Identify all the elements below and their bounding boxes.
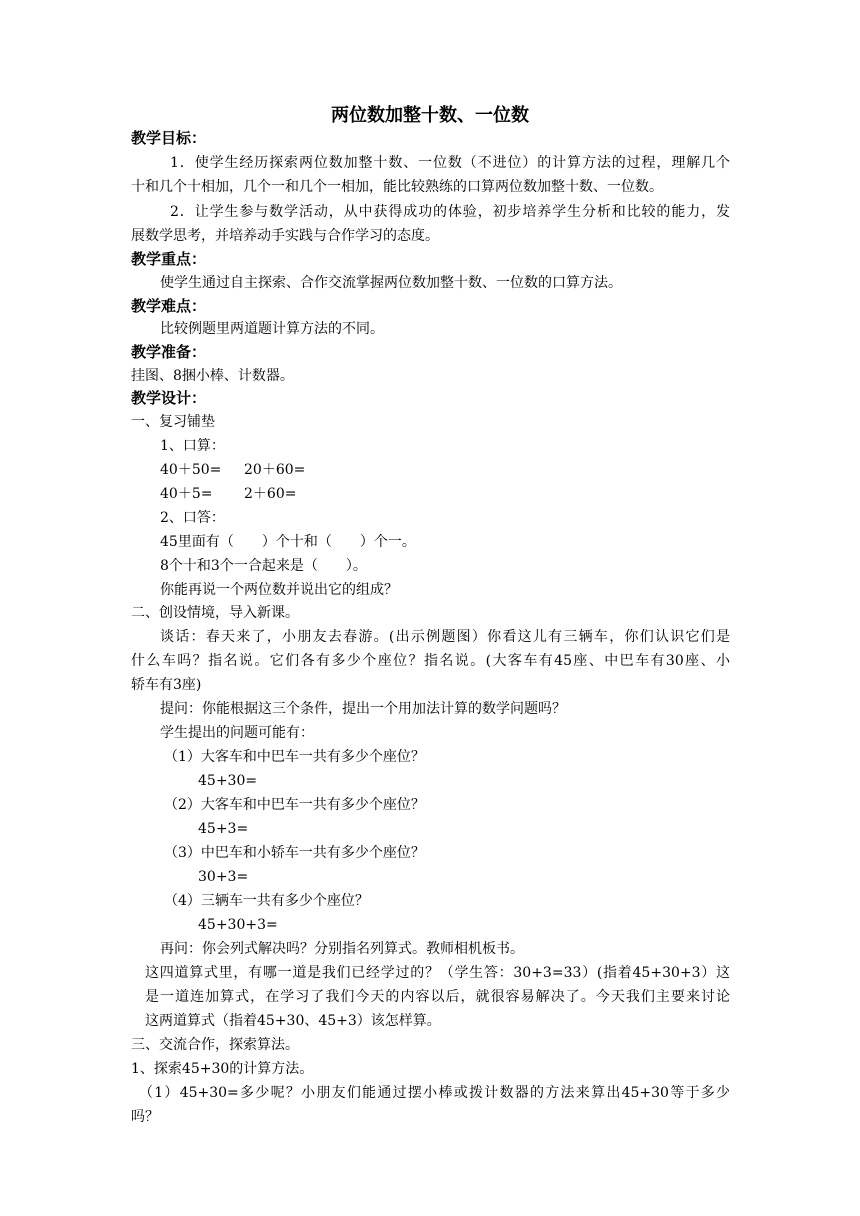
heading-teaching-goals: 教学目标：	[131, 129, 207, 147]
calc-row-1-a: 40＋50=	[160, 462, 222, 478]
talk-line-2: 什么车吗？指名说。它们各有多少个座位？指名说。(大客车有45座、中巴车有30座、小	[131, 653, 730, 669]
heading-design: 教学设计：	[131, 389, 207, 407]
calc-row-2-a: 40＋5=	[160, 486, 213, 502]
goal-2-line-2: 展数学思考，并培养动手实践与合作学习的态度。	[131, 228, 439, 244]
four-equations-line-2: 是一道连加算式，在学习了我们今天的内容以后，就很容易解决了。今天我们主要来讨论	[145, 989, 730, 1005]
talk-line-1: 谈话：春天来了，小朋友去春游。(出示例题图）你看这儿有三辆车，你们认识它们是	[160, 629, 730, 645]
key-point-text: 使学生通过自主探索、合作交流掌握两位数加整十数、一位数的口算方法。	[160, 275, 622, 291]
section-3-item-1: 1、探索45+30的计算方法。	[131, 1061, 314, 1077]
four-equations-line-1: 这四道算式里，有哪一道是我们已经学过的？（学生答：30+3=33）(指着45+30+3）这	[145, 965, 730, 981]
section-3-question-line-2: 吗？	[131, 1109, 159, 1125]
possible-question-4-equation: 45+30+3=	[198, 917, 278, 933]
possible-questions-intro: 学生提出的问题可能有：	[160, 725, 314, 741]
section-3-title: 三、交流合作，探索算法。	[131, 1037, 299, 1053]
section-3-question-line-1: （1）45+30=多少呢？小朋友们能通过摆小棒或拨计数器的方法来算出45+30等于多少	[139, 1085, 730, 1101]
oral-question-1: 45里面有（ ）个十和（ ）个一。	[160, 534, 416, 550]
again-ask-line: 再问：你会列式解决吗？分别指名列算式。教师相机板书。	[160, 941, 524, 957]
document-title: 两位数加整十数、一位数	[331, 105, 529, 126]
talk-line-3: 轿车有3座)	[131, 677, 202, 693]
calc-row-2-b: 2＋60=	[244, 486, 297, 502]
possible-question-4: （4）三辆车一共有多少个座位？	[164, 893, 369, 909]
preparation-text: 挂图、8捆小棒、计数器。	[131, 368, 294, 384]
possible-question-1-equation: 45+30=	[198, 773, 258, 789]
ask-line: 提问：你能根据这三个条件，提出一个用加法计算的数学问题吗？	[160, 701, 566, 717]
possible-question-2-equation: 45+3=	[198, 821, 249, 837]
possible-question-3: （3）中巴车和小轿车一共有多少个座位？	[164, 845, 425, 861]
goal-1-line-1: 1．使学生经历探索两位数加整十数、一位数（不进位）的计算方法的过程，理解几个	[170, 155, 730, 171]
heading-preparation: 教学准备：	[131, 343, 207, 361]
possible-question-1: （1）大客车和中巴车一共有多少个座位？	[164, 749, 425, 765]
section-1-item-1: 1、口算：	[160, 438, 225, 454]
heading-key-point: 教学重点：	[131, 250, 207, 268]
calc-row-1-b: 20＋60=	[244, 462, 306, 478]
heading-difficulty: 教学难点：	[131, 297, 207, 315]
four-equations-line-3: 这两道算式（指着45+30、45+3）该怎样算。	[145, 1013, 441, 1029]
possible-question-2: （2）大客车和中巴车一共有多少个座位？	[164, 797, 425, 813]
oral-question-3: 你能再说一个两位数并说出它的组成？	[160, 582, 398, 598]
goal-2-line-1: 2．让学生参与数学活动，从中获得成功的体验，初步培养学生分析和比较的能力，发	[170, 204, 730, 220]
possible-question-3-equation: 30+3=	[198, 869, 249, 885]
section-1-title: 一、复习铺垫	[131, 414, 215, 430]
goal-1-line-2: 十和几个十相加，几个一和几个一相加，能比较熟练的口算两位数加整十数、一位数。	[131, 179, 663, 195]
oral-question-2: 8个十和3个一合起来是（ ）。	[160, 558, 367, 574]
section-1-item-2: 2、口答：	[160, 510, 225, 526]
difficulty-text: 比较例题里两道题计算方法的不同。	[160, 321, 384, 337]
section-2-title: 二、创设情境，导入新课。	[131, 605, 299, 621]
